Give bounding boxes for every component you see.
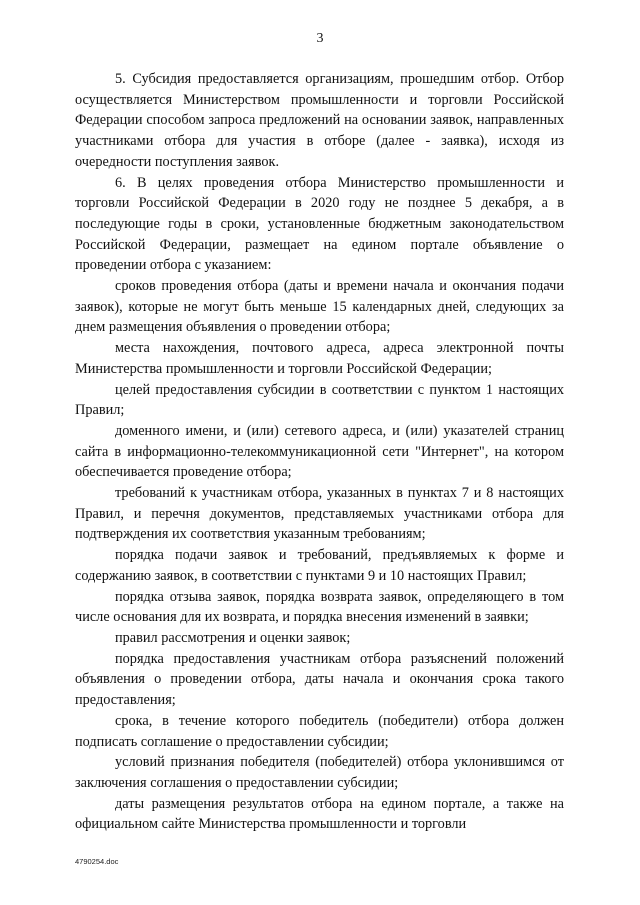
document-body xyxy=(75,69,564,835)
list-item-application-procedure: порядка подачи заявок и требований, предъявляемых к форме и содержанию заявок, в соответствии с пунктами 9 и 10 настоящих Правил; xyxy=(75,547,564,584)
paragraph-5: 5. Субсидия предоставляется организациям, прошедшим отбор. Отбор осуществляется Министерством промышленности и торговли Российской Федерации способом запроса предложений на основании заявок, направленных участниками отбора для участия в отборе (далее - заявка), исходя из очередности поступления заявок. xyxy=(75,71,564,170)
list-item-evasion-conditions: условий признания победителя (победителей) отбора уклонившимся от заключения соглашения о предоставлении субсидии; xyxy=(75,754,564,791)
list-item-agreement-deadline: срока, в течение которого победитель (победители) отбора должен подписать соглашение о предоставлении субсидии; xyxy=(75,712,564,750)
footer-document-code: 4790254.doc xyxy=(75,857,119,866)
list-item-review-rules: правил рассмотрения и оценки заявок; xyxy=(115,629,351,646)
list-item-application-withdrawal: порядка отзыва заявок, порядка возврата заявок, определяющего в том числе основания для их возврата, и порядка внесения изменений в заявки; xyxy=(75,588,564,626)
list-item-domain-name: доменного имени, и (или) сетевого адреса, и (или) указателей страниц сайта в информационно-телекоммуникационной сети "Интернет", на котором обеспечивается проведение отбора; xyxy=(75,422,564,481)
list-item-ministry-address: места нахождения, почтового адреса, адреса электронной почты Министерства промышленности и торговли Российской Федерации; xyxy=(75,340,564,377)
list-item-clarifications: порядка предоставления участникам отбора разъяснений положений объявления о проведении отбора, даты начала и окончания срока такого предоставления; xyxy=(75,650,564,709)
paragraph-6: 6. В целях проведения отбора Министерство промышленности и торговли Российской Федерации в 2020 году не позднее 5 декабря, а в последующие годы в сроки, установленные бюджетным законодательством Российской Федерации, размещает на едином портале объявление о проведении отбора с указанием: xyxy=(75,174,564,274)
list-item-submission-dates: сроков проведения отбора (даты и времени начала и окончания подачи заявок), которые не могут быть меньше 15 календарных дней, следующих за днем размещения объявления о проведении отбора; xyxy=(75,278,564,336)
list-item-subsidy-goals: целей предоставления субсидии в соответствии с пунктом 1 настоящих Правил; xyxy=(75,381,564,419)
list-item-participant-requirements: требований к участникам отбора, указанных в пунктах 7 и 8 настоящих Правил, и перечня документов, представляемых участниками отбора для подтверждения их соответствия указанным требованиям; xyxy=(75,485,564,543)
page-number: 3 xyxy=(316,31,324,46)
list-item-results-publication: даты размещения результатов отбора на едином портале, а также на официальном сайте Министерства промышленности и торговли xyxy=(75,795,564,833)
